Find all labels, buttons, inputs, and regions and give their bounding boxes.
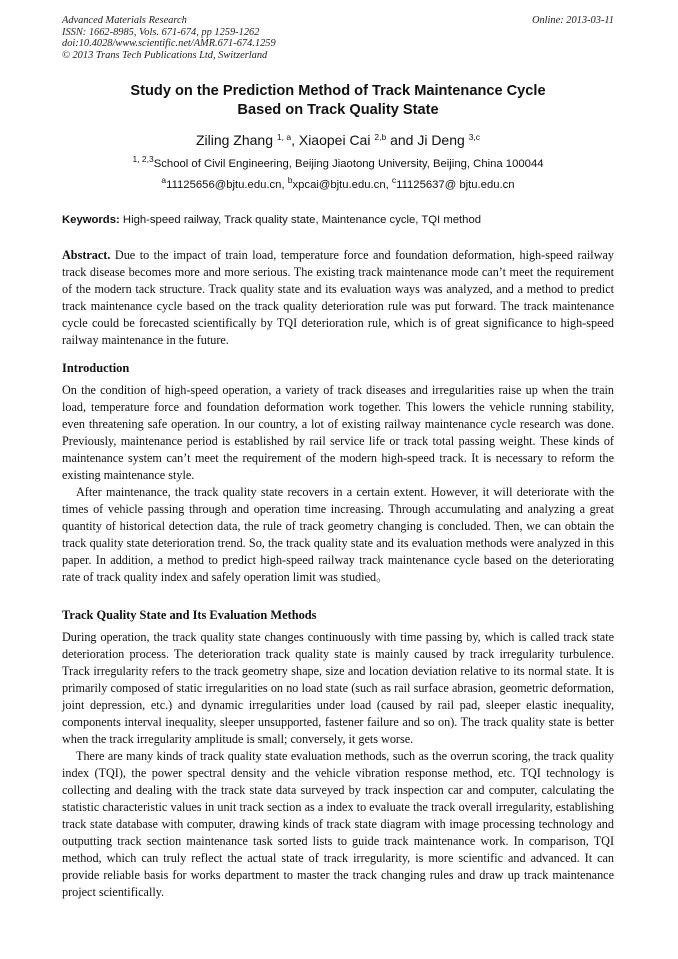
author-1: Ziling Zhang: [195, 132, 273, 148]
email-b-sup: b: [287, 175, 293, 185]
section-heading-introduction: Introduction: [62, 361, 130, 375]
author-3-sup: 3,c: [468, 132, 481, 142]
author-2: , Xiaopei Cai: [291, 132, 371, 148]
abstract-text: Due to the impact of train load, temperature force and foundation deformation, high-speed railway track disease becomes more and more serious. The existing track maintenance mode can’t meet the requirement of the modern tack structure. Track quality state and its evaluation ways was analyzed, and a method to predict track maintenance cycle based on the track quality deterioration rule was put forward. The track maintenance cycle could be forecasted scientifically by TQI deterioration rule, which is of great significance to high-speed railway maintenance in the future.: [62, 248, 614, 347]
doi-line: doi:10.4028/www.scientific.net/AMR.671-674.1259: [62, 38, 276, 50]
email-a: 11125656@bjtu.edu.cn,: [166, 179, 288, 191]
affiliation-text: School of Civil Engineering, Beijing Jiaotong University, Beijing, China 100044: [153, 158, 544, 170]
online-date: Online: 2013-03-11: [531, 15, 614, 26]
author-list: [62, 132, 614, 148]
email-a-sup: a: [161, 175, 167, 185]
author-1-sup: 1, a: [276, 132, 292, 142]
abstract-label: Abstract.: [62, 248, 111, 262]
author-3: and Ji Deng: [390, 132, 465, 148]
title-line-1: Study on the Prediction Method of Track Maintenance Cycle: [130, 83, 546, 99]
paper-title: [62, 82, 614, 119]
author-2-sup: 2,b: [374, 132, 387, 142]
keywords: [62, 214, 614, 226]
introduction-body: [62, 382, 614, 586]
introduction-paragraph-1: On the condition of high-speed operation, a variety of track diseases and irregularities raise up when the train load, temperature force and foundation deformation work together. This lowers the vehicle running stability, even threatening safe operation. In our country, a lot of existing railway maintenance cycle research was done. Previously, maintenance period is established by rail service life or track total passing weight. These kinds of maintenance system can’t meet the requirement of the modern high-speed track. It is necessary to reform the existing maintenance style.: [62, 383, 614, 482]
email-b: xpcai@bjtu.edu.cn,: [292, 179, 392, 191]
journal-name: Advanced Materials Research: [62, 15, 187, 26]
title-line-2: Based on Track Quality State: [237, 101, 439, 118]
introduction-paragraph-2: After maintenance, the track quality state recovers in a certain extent. However, it will deteriorate with the times of vehicle passing through and operation time increasing. Through accumulating and analyzing a great quantity of historical detection data, the rule of track geometry changing is concluded. Then, we can obtain the track quality state deterioration trend. So, the track quality state and its evaluation methods were analyzed in this paper. In addition, a method to predict high-speed railway track maintenance cycle based on the deteriorating rate of track quality index and safely operation limit was studied。: [62, 485, 614, 584]
abstract: [62, 247, 614, 349]
keywords-label: Keywords:: [62, 214, 120, 226]
copyright-line: © 2013 Trans Tech Publications Ltd, Switzerland: [62, 49, 268, 61]
issn-line: ISSN: 1662-8985, Vols. 671-674, pp 1259-1262: [62, 26, 260, 38]
journal-header: [62, 15, 614, 61]
affiliation-sup: 1, 2,3: [132, 154, 154, 164]
email-list: [62, 175, 614, 191]
email-c-sup: c: [391, 175, 397, 185]
section-heading-track-quality: Track Quality State and Its Evaluation Methods: [62, 608, 317, 622]
section2-body: [62, 629, 614, 901]
section2-paragraph-2: There are many kinds of track quality state evaluation methods, such as the overrun scoring, the track quality index (TQI), the power spectral density and the vehicle vibration response method, etc. TQI technology is collecting and dealing with the track state data surveyed by track inspection car and computer, calculating the statistic characteristic values in unit track section as a index to evaluate the track overall irregularity, establishing track state database with computer, drawing kinds of track state diagram with image processing technology and outputting track section maintenance task sorted lists to guide track maintenance work. In comparison, TQI method, which can truly reflect the actual state of track irregularity, is more scientific and advanced. It can provide reliable basis for works department to master the track changing rules and draw up track maintenance project scientifically.: [62, 749, 614, 899]
email-c: 11125637@ bjtu.edu.cn: [396, 179, 515, 191]
keywords-text: High-speed railway, Track quality state, Maintenance cycle, TQI method: [119, 214, 482, 226]
section2-paragraph-1: During operation, the track quality state changes continuously with time passing by, which is called track state deterioration process. The deterioration track quality state is mainly caused by track irregularity turbulence. Track irregularity refers to the track geometry shape, size and location deviation relative to its normal state. It is primarily composed of static irregularities on no load state (such as rail surface abrasion, geometric deformation, joint depression, etc.) and dynamic irregularities under load (caused by rail pad, sleeper elastic inequality, components interval inequality, sleeper unsupported, fastener failure and so on). The track quality state is better when the track irregularity amplitude is small; conversely, it gets worse.: [62, 630, 614, 746]
affiliation: [62, 154, 614, 170]
